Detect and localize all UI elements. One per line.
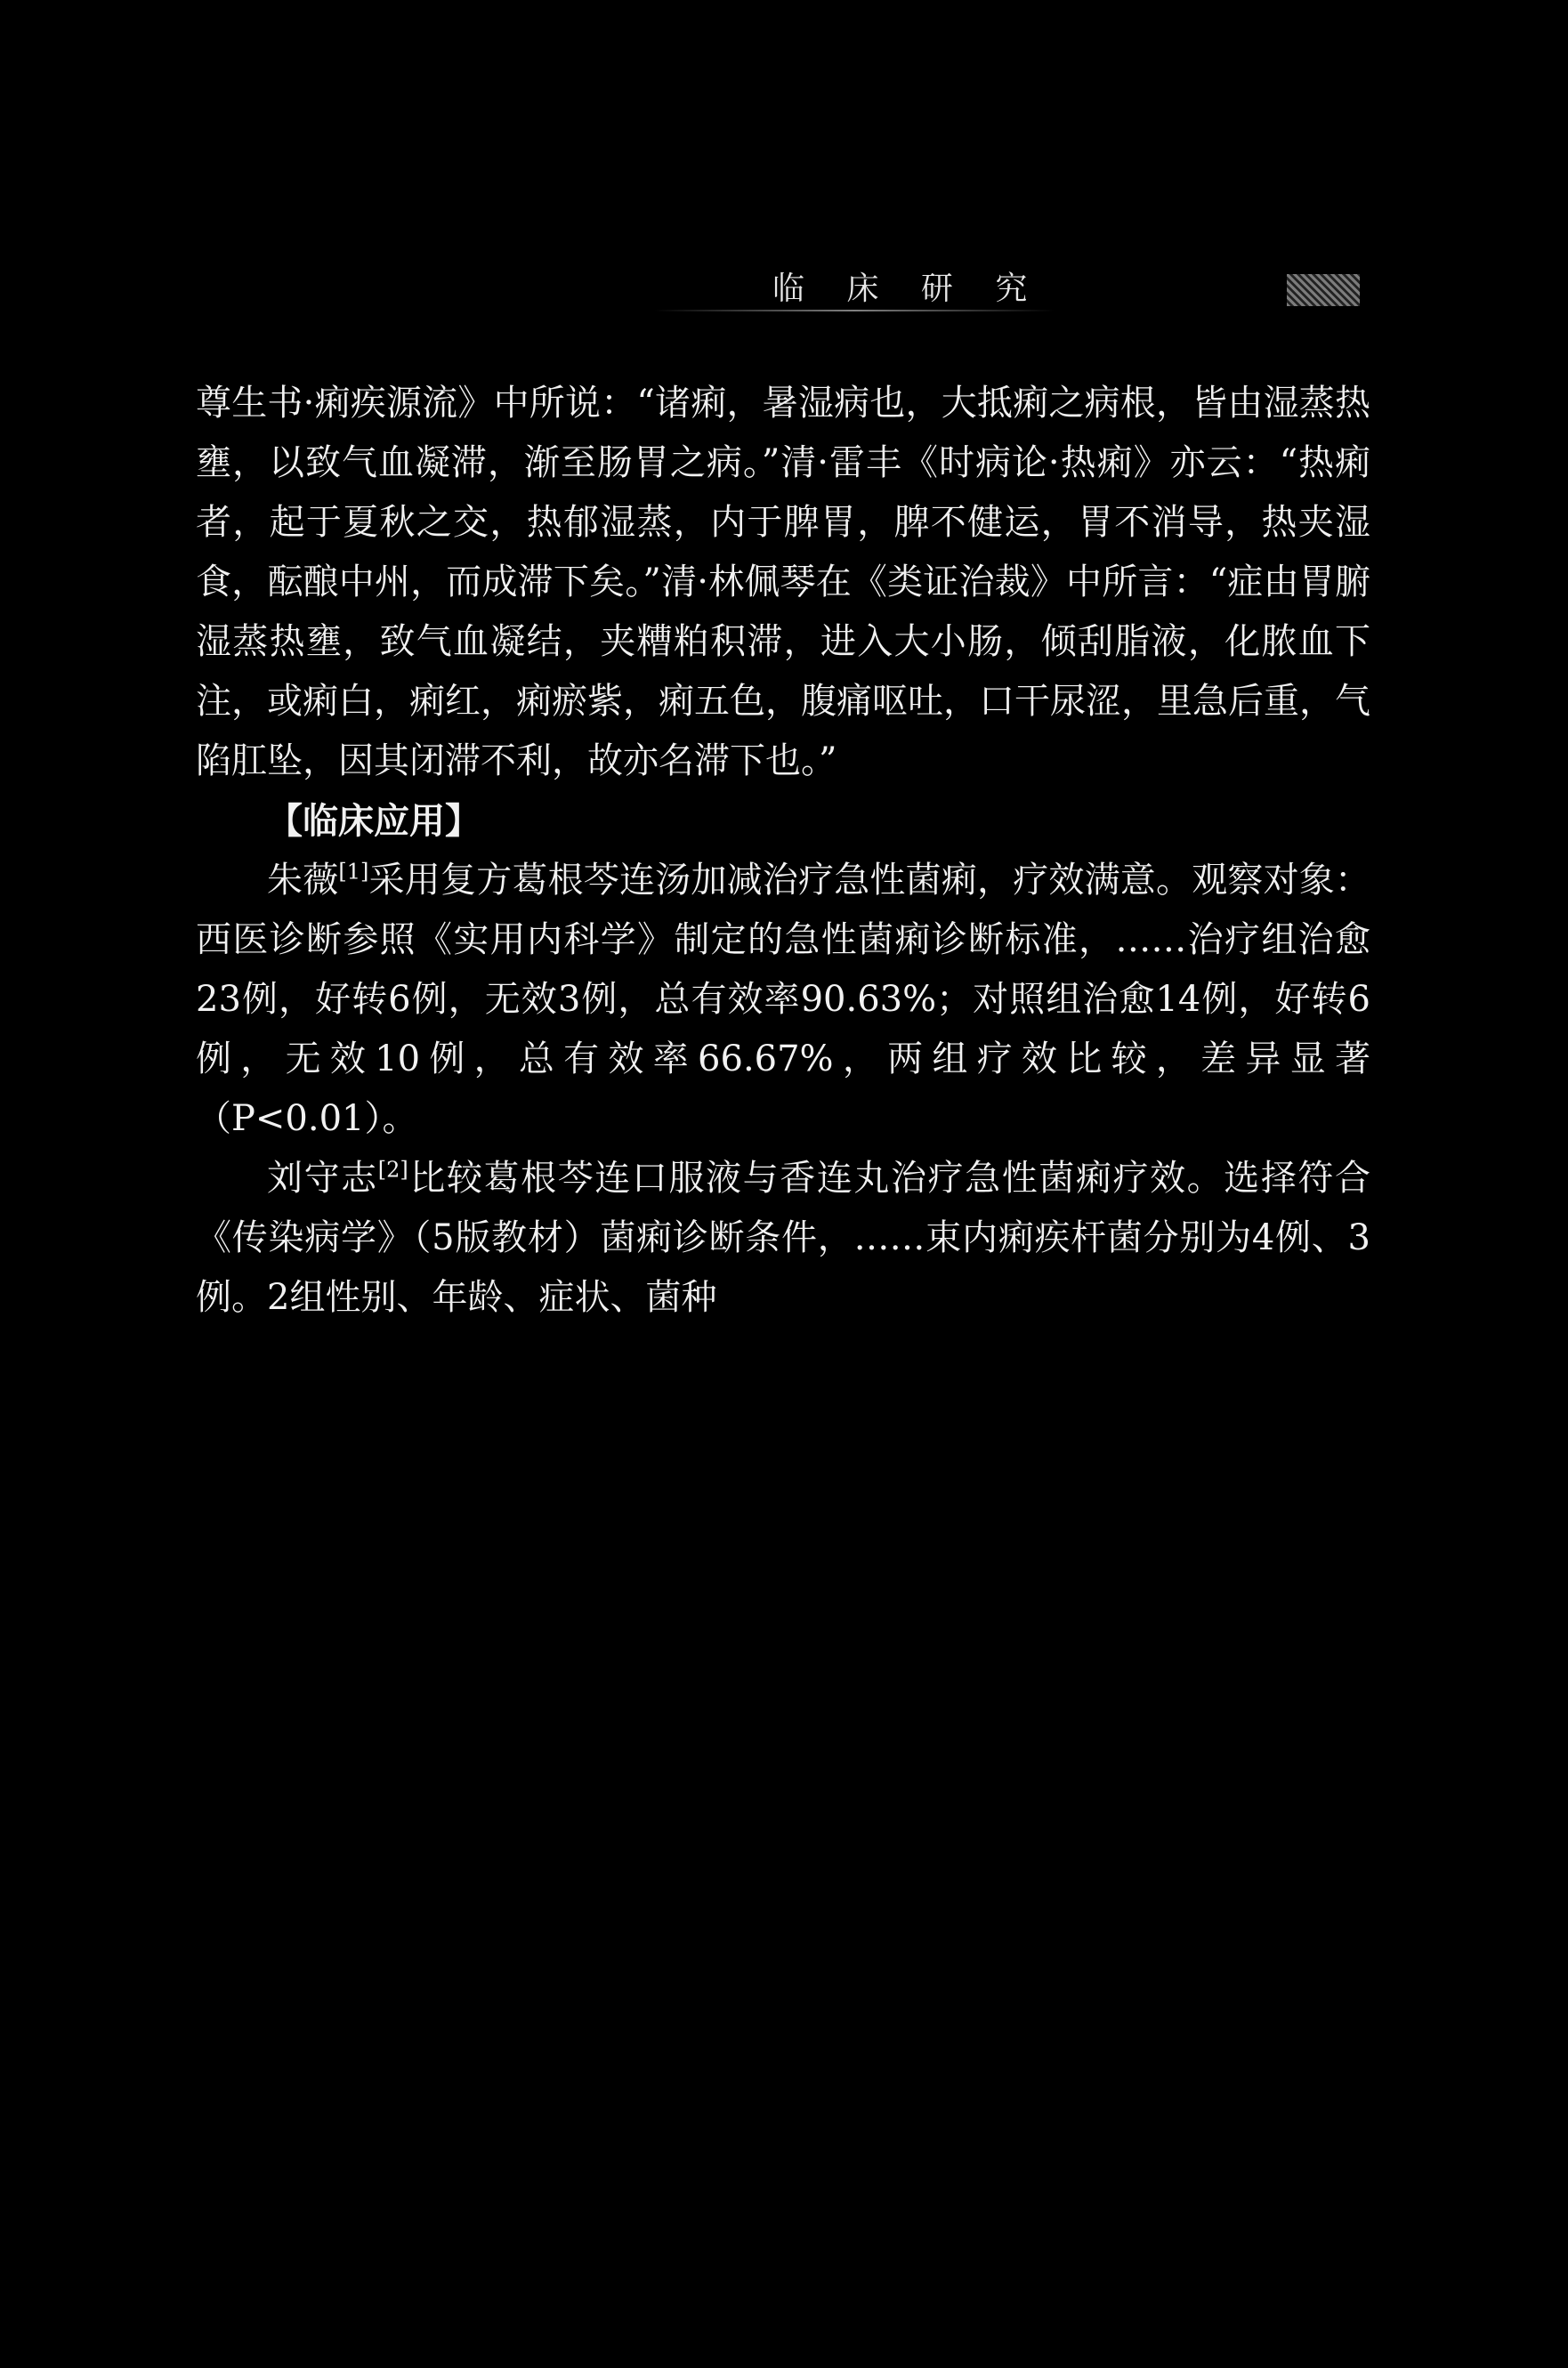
body-text <box>196 374 1370 1328</box>
decorative-block-icon <box>1287 274 1360 306</box>
header-rule <box>654 310 1055 311</box>
running-header: 临 床 研 究 <box>772 271 1044 307</box>
paragraph-liu-shouzhi <box>196 1149 1370 1328</box>
author-name: 刘守志 <box>267 1158 378 1199</box>
paragraph-text: 比较葛根芩连口服液与香连丸治疗急性菌痢疗效。选择符合《传染病学》（5版教材）菌痢诊断条件，……束内痢疾杆菌分别为4例、3例。2组性别、年龄、症状、菌种 <box>196 1158 1371 1318</box>
section-heading: 【临床应用】 <box>267 800 481 842</box>
paragraph-text: 采用复方葛根芩连汤加减治疗急性菌痢，疗效满意。观察对象：西医诊断参照《实用内科学》制定的急性菌痢诊断标准，……治疗组治愈23例，好转6例，无效3例，总有效率90.63%；对照组治愈14例，好转6例，无效10例，总有效率66.67%，两组疗效比较，差异显著（P<0.01）。 <box>196 860 1371 1139</box>
paragraph-quote: 尊生书·痢疾源流》中所说：“诸痢，暑湿病也，大抵痢之病根，皆由湿蒸热壅，以致气血凝滞，渐至肠胃之病。”清·雷丰《时病论·热痢》亦云：“热痢者，起于夏秋之交，热郁湿蒸，内于脾胃，脾不健运，胃不消导，热夹湿食，酝酿中州，而成滞下矣。”清·林佩琴在《类证治裁》中所言：“症由胃腑湿蒸热壅，致气血凝结，夹糟粕积滞，进入大小肠，倾刮脂液，化脓血下注，或痢白，痢红，痢瘀紫，痢五色，腹痛呕吐，口干尿涩，里急后重，气陷肛坠，因其闭滞不利，故亦名滞下也。” <box>196 383 1370 781</box>
citation-ref: [2] <box>377 1157 408 1183</box>
author-name: 朱薇 <box>267 860 339 901</box>
citation-ref: [1] <box>338 859 369 885</box>
paragraph-zhu-wei <box>196 851 1370 1149</box>
